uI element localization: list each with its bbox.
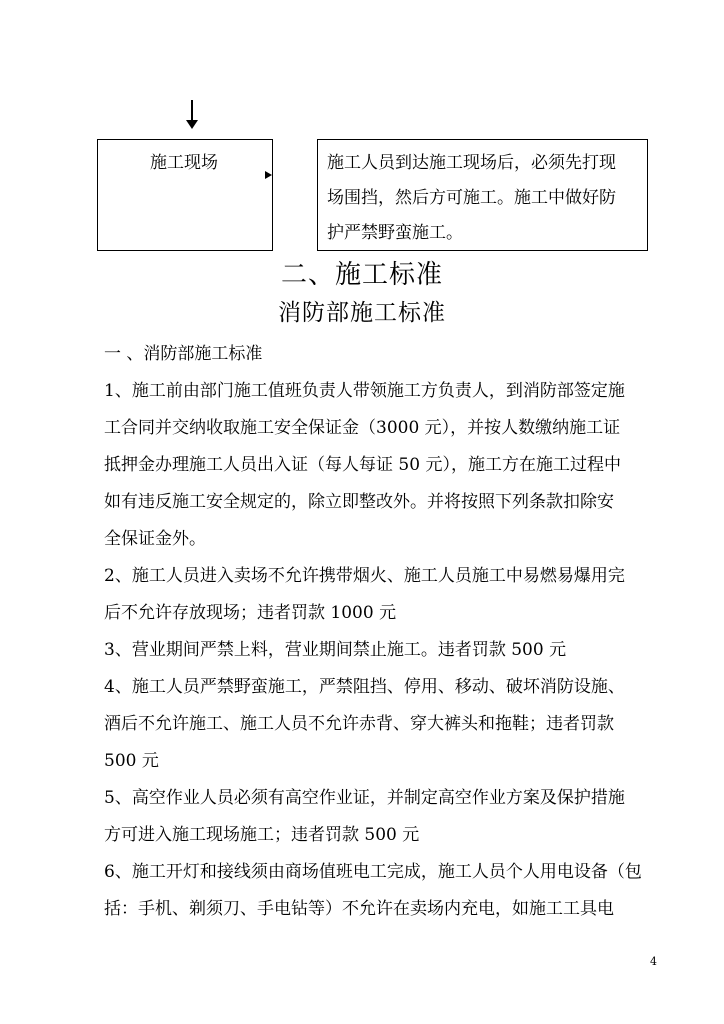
- page-number: 4: [650, 955, 657, 968]
- body-line: 500 元: [104, 751, 159, 771]
- body-line: 4、施工人员严禁野蛮施工，严禁阻挡、停用、移动、破坏消防设施、: [104, 677, 625, 697]
- down-arrow-icon: [186, 120, 198, 129]
- body-line: 后不允许存放现场；违者罚款 1000 元: [104, 603, 397, 623]
- section-heading: 二、施工标准: [280, 260, 443, 290]
- flow-instruction-line: 护严禁野蛮施工。: [327, 223, 463, 243]
- flow-instruction-line: 场围挡，然后方可施工。施工中做好防: [327, 188, 616, 208]
- body-line: 工合同并交纳收取施工安全保证金（3000 元），并按人数缴纳施工证: [104, 418, 621, 438]
- body-line: 一 、消防部施工标准: [104, 344, 263, 364]
- body-line: 括：手机、剃须刀、手电钻等）不允许在卖场内充电，如施工工具电: [104, 899, 614, 919]
- body-line: 6、施工开灯和接线须由商场值班电工完成，施工人员个人用电设备（包: [104, 862, 642, 882]
- body-line: 5、高空作业人员必须有高空作业证，并制定高空作业方案及保护措施: [104, 788, 625, 808]
- body-line: 3、营业期间严禁上料，营业期间禁止施工。违者罚款 500 元: [104, 640, 567, 660]
- body-line: 酒后不允许施工、施工人员不允许赤背、穿大裤头和拖鞋；违者罚款: [104, 714, 614, 734]
- body-line: 方可进入施工现场施工；违者罚款 500 元: [104, 825, 420, 845]
- body-text: [104, 336, 664, 928]
- flow-box-site-label: 施工现场: [150, 153, 218, 173]
- body-line: 全保证金外。: [104, 529, 206, 549]
- right-arrow-icon: [265, 171, 272, 179]
- flow-instruction-line: 施工人员到达施工现场后，必须先打现: [327, 153, 616, 173]
- flow-box-instructions: [317, 139, 648, 251]
- flow-box-site: [97, 139, 273, 251]
- subsection-heading: 消防部施工标准: [278, 300, 446, 326]
- down-arrow-line: [191, 100, 193, 122]
- body-line: 如有违反施工安全规定的，除立即整改外。并将按照下列条款扣除安: [104, 492, 614, 512]
- body-line: 2、施工人员进入卖场不允许携带烟火、施工人员施工中易燃易爆用完: [104, 566, 625, 586]
- body-line: 1、施工前由部门施工值班负责人带领施工方负责人，到消防部签定施: [104, 381, 625, 401]
- body-line: 抵押金办理施工人员出入证（每人每证 50 元），施工方在施工过程中: [104, 455, 621, 475]
